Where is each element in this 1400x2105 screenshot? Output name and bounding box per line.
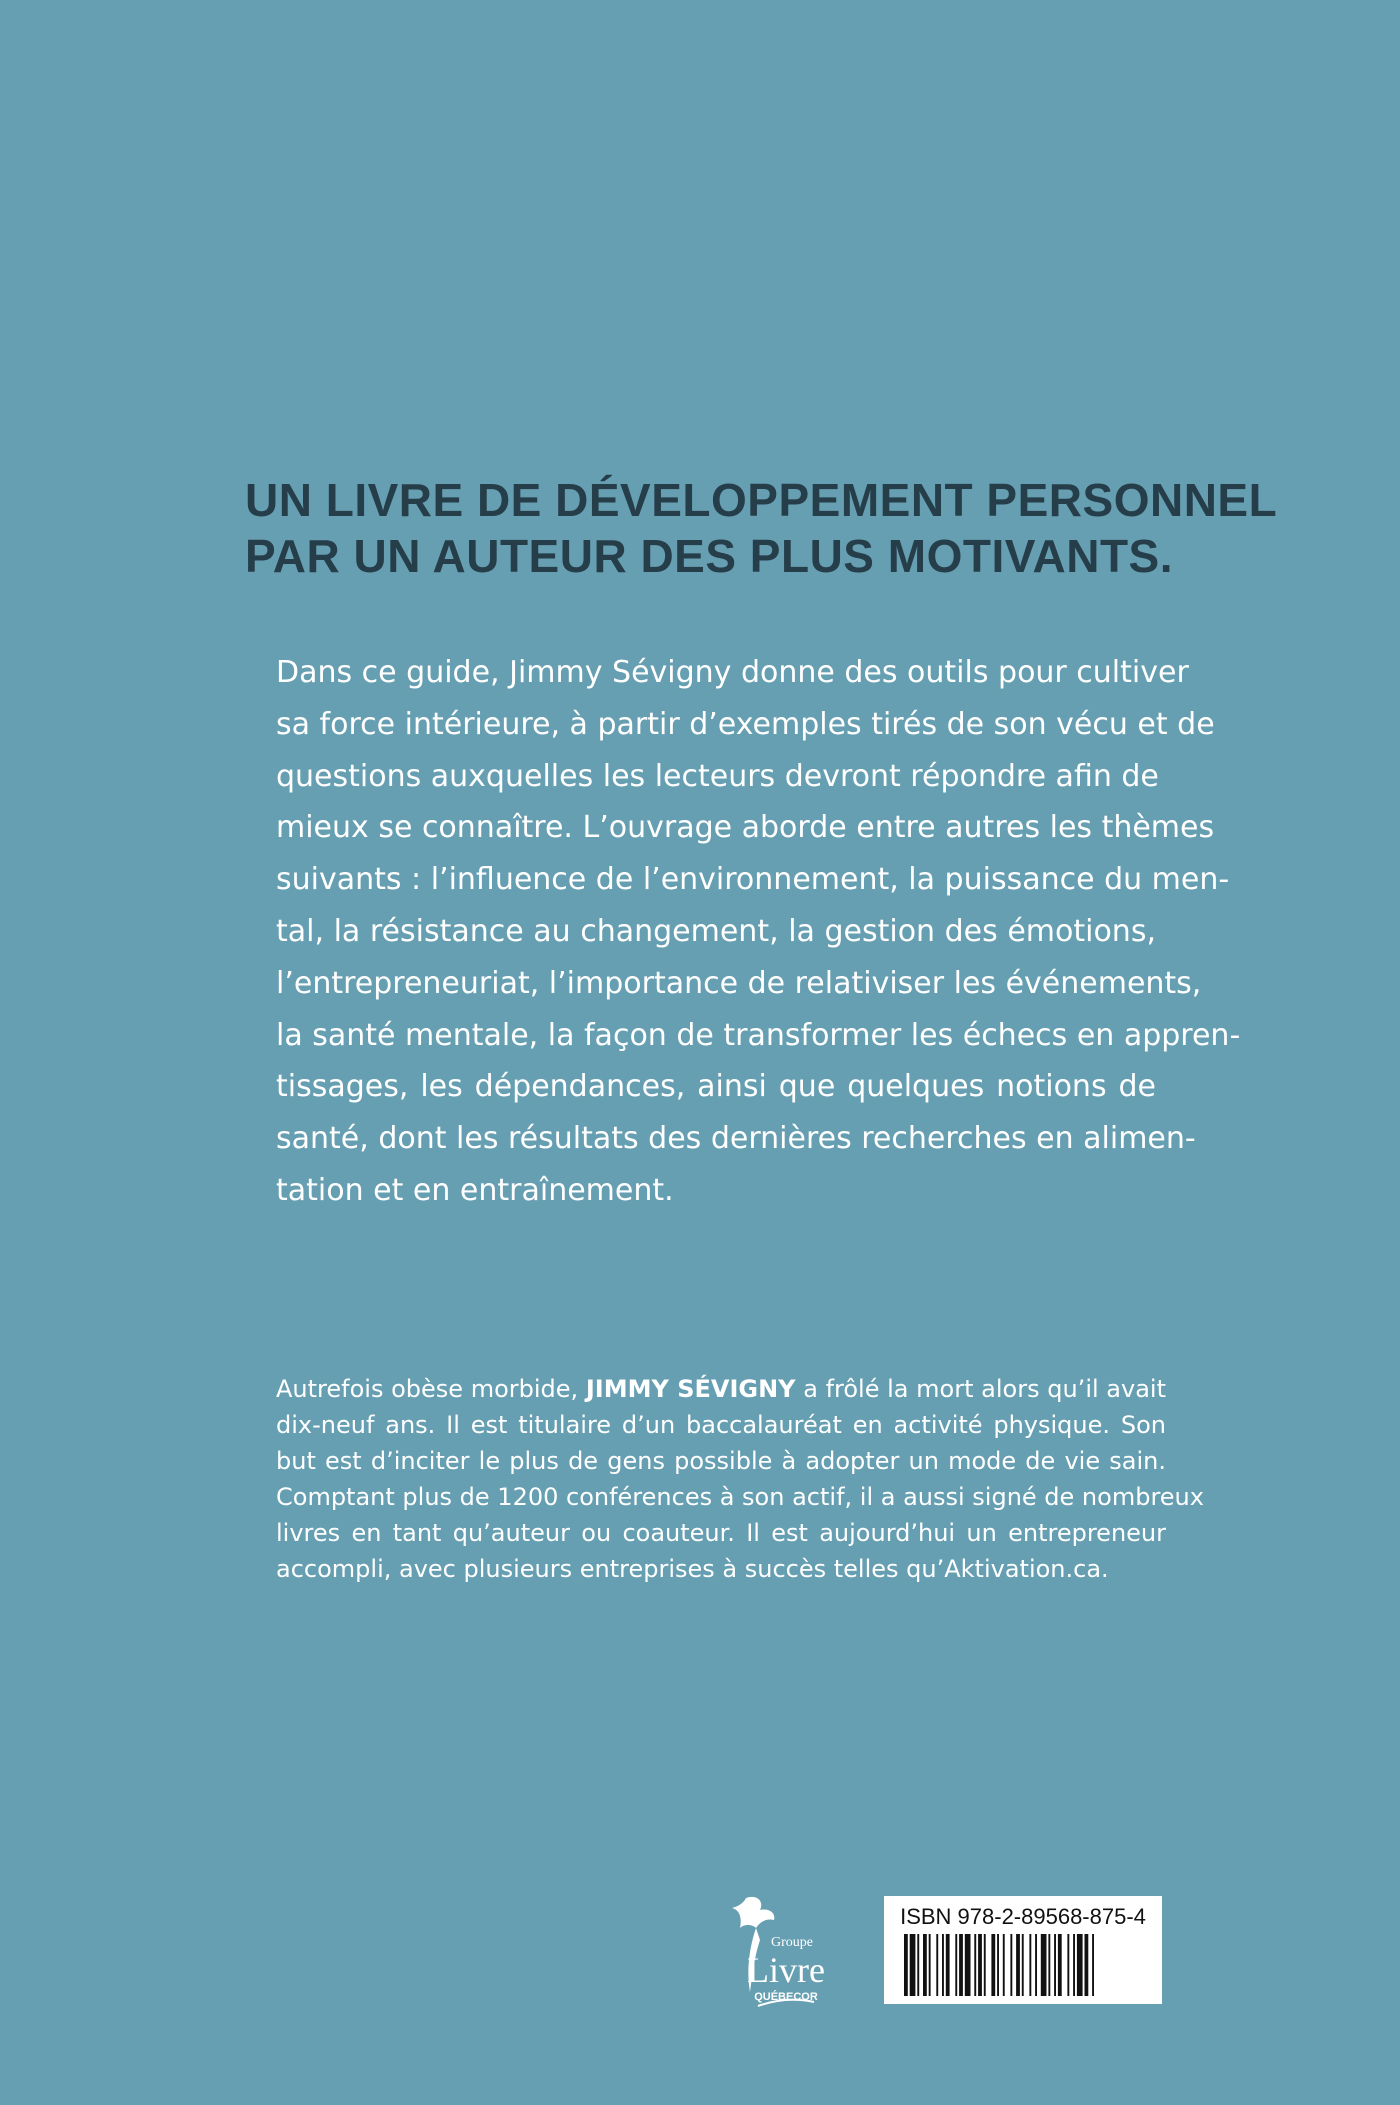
bio-line: accompli, avec plusieurs entreprises à succès telles qu’Aktivation.ca. (276, 1555, 1109, 1583)
bio-line: but est d’inciter le plus de gens possible à adopter un mode de vie sain. (276, 1447, 1166, 1475)
description-line: l’entrepreneuriat, l’importance de relativiser les événements, (276, 965, 1202, 1001)
barcode-bar (965, 1934, 971, 1996)
bio-text: Autrefois obèse morbide, (276, 1375, 586, 1403)
barcode-bar (984, 1934, 986, 1996)
barcode-bar (946, 1934, 950, 1996)
bio-line (276, 1371, 1166, 1407)
description-line: questions auxquelles les lecteurs devront répondre afin de (276, 758, 1159, 794)
barcode-bar (1073, 1934, 1075, 1996)
barcode-bar (942, 1934, 944, 1996)
barcode-bar (959, 1934, 963, 1996)
barcode-bar (1041, 1934, 1047, 1996)
barcode-bar (1035, 1934, 1037, 1996)
headline (245, 472, 1278, 584)
barcode-bar (1067, 1934, 1069, 1996)
barcode-bar (936, 1934, 938, 1996)
barcode-bar (917, 1934, 919, 1996)
description-line: sa force intérieure, à partir d’exemples tirés de son vécu et de (276, 706, 1215, 742)
description-line: mieux se connaître. L’ouvrage aborde entre autres les thèmes (276, 810, 1215, 846)
description-line: santé, dont les résultats des dernières recherches en alimen- (276, 1121, 1196, 1157)
barcode-bar (1054, 1934, 1056, 1996)
barcode-bar (1016, 1934, 1020, 1996)
barcode-bar (997, 1934, 999, 1996)
author-name: JIMMY SÉVIGNY (585, 1375, 796, 1403)
barcode-bar (1029, 1934, 1031, 1996)
isbn-barcode-box (884, 1896, 1162, 2004)
bio-line: dix-neuf ans. Il est titulaire d’un baccalauréat en activité physique. Son (276, 1411, 1166, 1439)
barcode-bar (904, 1934, 908, 1996)
bio-text: a frôlé la mort alors qu’il avait (795, 1375, 1166, 1403)
publisher-groupe: Groupe (771, 1935, 813, 1950)
publisher-livre: Livre (747, 1950, 825, 1990)
publisher-quebecor: QUÉBECOR (754, 1991, 818, 2003)
barcode-bar (955, 1934, 957, 1996)
publisher-logo (710, 1888, 850, 2028)
description-line: tal, la résistance au changement, la gestion des émotions, (276, 913, 1156, 949)
barcode-bar (1077, 1934, 1083, 1996)
barcode-bar (1048, 1934, 1050, 1996)
isbn-text: ISBN 978-2-89568-875-4 (900, 1904, 1146, 1929)
book-description (276, 647, 1241, 1217)
barcode-bar (1058, 1934, 1062, 1996)
description-line: tation et en entraînement. (276, 1172, 674, 1208)
description-line: Dans ce guide, Jimmy Sévigny donne des outils pour cultiver (276, 655, 1189, 690)
headline-line: UN LIVRE DE DÉVELOPPEMENT PERSONNEL (245, 474, 1278, 526)
barcode-bar (1092, 1934, 1094, 1996)
barcode-bar (929, 1934, 931, 1996)
barcode-bar (923, 1934, 927, 1996)
description-line: suivants : l’influence de l’environnement, la puissance du men- (276, 862, 1230, 898)
barcode-bar (1010, 1934, 1012, 1996)
barcode-icon (904, 1934, 1142, 1996)
barcode-bar (974, 1934, 976, 1996)
barcode-bar (910, 1934, 916, 1996)
bio-line: Comptant plus de 1200 conférences à son actif, il a aussi signé de nombreux (276, 1483, 1204, 1511)
headline-line: PAR UN AUTEUR DES PLUS MOTIVANTS. (245, 530, 1174, 582)
barcode-bar (991, 1934, 995, 1996)
bio-line: livres en tant qu’auteur ou coauteur. Il est aujourd’hui un entrepreneur (276, 1519, 1166, 1547)
description-line: tissages, les dépendances, ainsi que quelques notions de (276, 1069, 1156, 1105)
barcode-bar (1003, 1934, 1005, 1996)
barcode-bar (1022, 1934, 1024, 1996)
description-line: la santé mentale, la façon de transformer les échecs en appren- (276, 1017, 1241, 1053)
bird-icon (732, 1897, 774, 1928)
barcode-bar (978, 1934, 982, 1996)
author-bio (276, 1371, 1204, 1587)
barcode-bar (1085, 1934, 1089, 1996)
